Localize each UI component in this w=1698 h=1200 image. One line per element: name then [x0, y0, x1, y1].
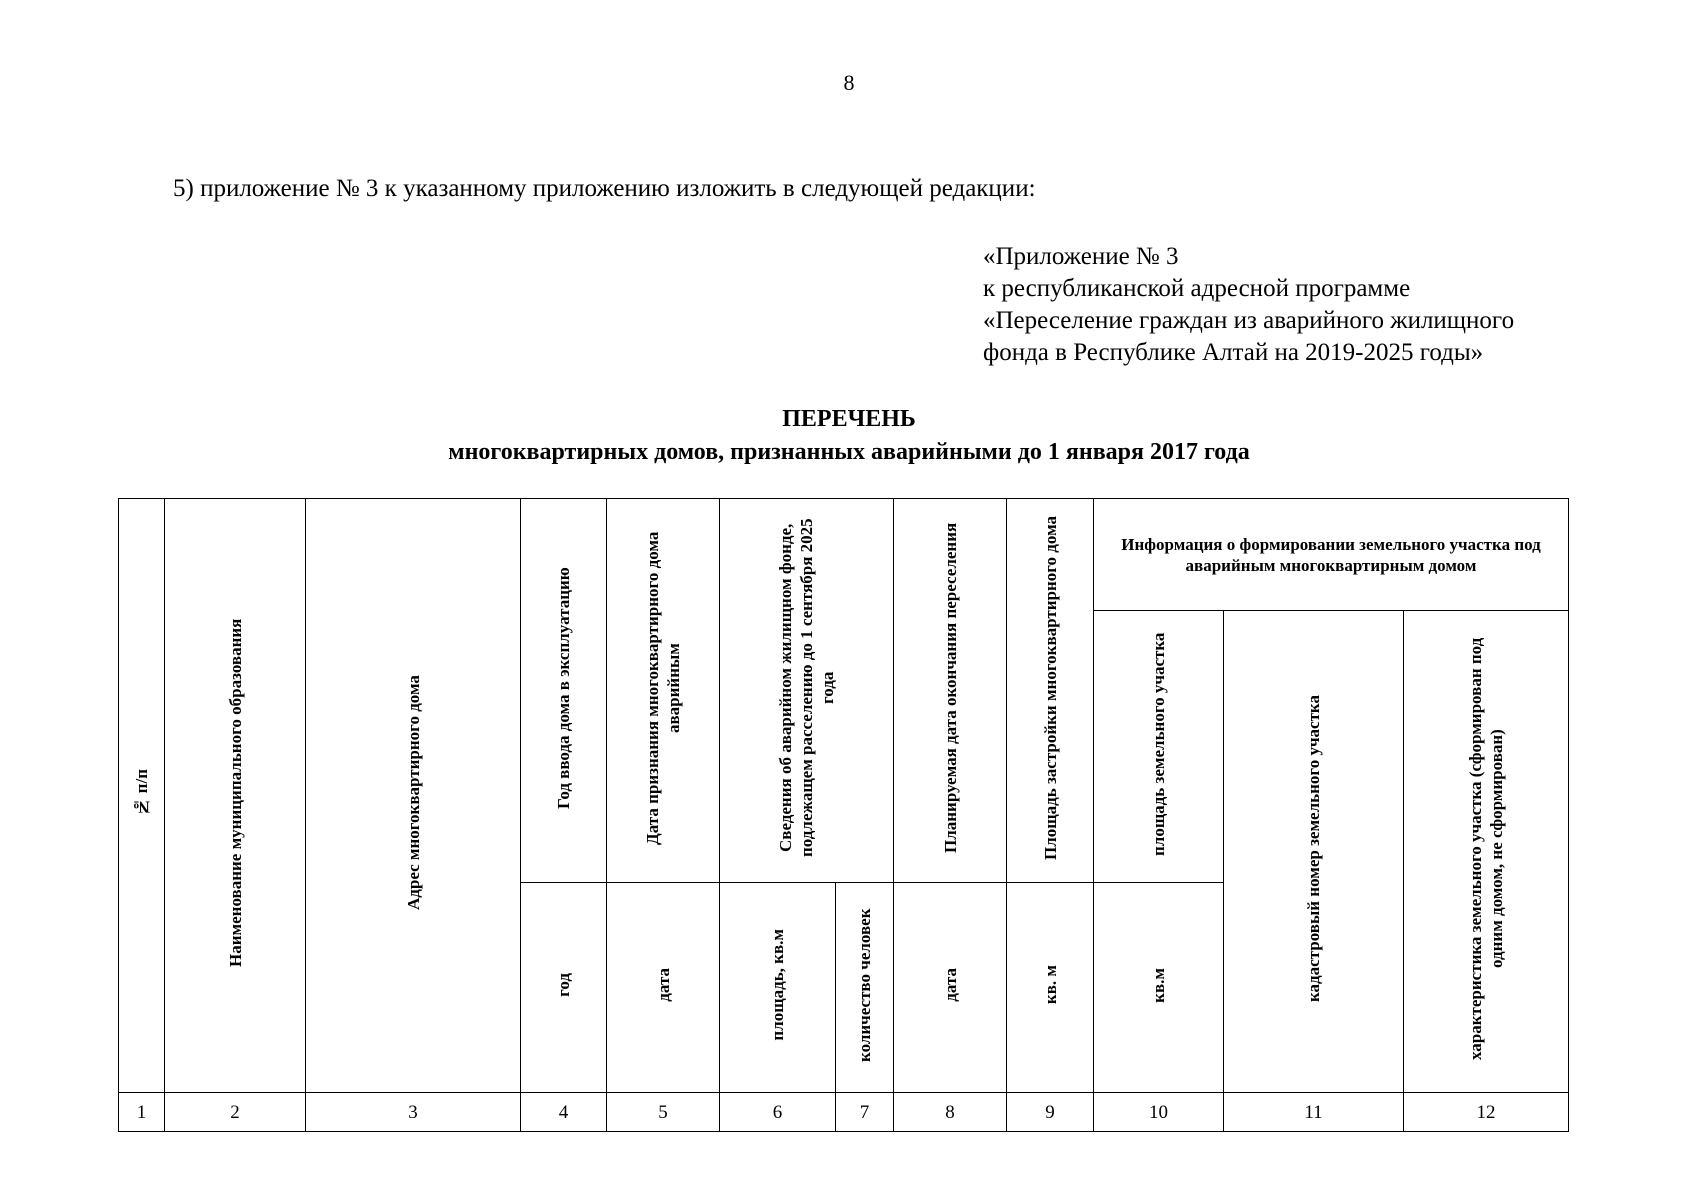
document-title [0, 403, 1698, 469]
column-number: 5 [607, 1093, 720, 1132]
header-col-1 [119, 499, 165, 1093]
header-text: Сведения об аварийном жилищном фонде, подлежащем расселению до 1 сентября 2025 года [776, 518, 837, 858]
header-text: Год ввода дома в эксплуатацию [554, 567, 573, 809]
column-number: 3 [306, 1093, 521, 1132]
title-sub: многоквартирных домов, признанных аварийными до 1 января 2017 года [448, 439, 1250, 465]
header-text: кадастровый номер земельного участка [1304, 695, 1323, 1003]
appendix-line: «Приложение № 3 [983, 243, 1179, 270]
column-number: 11 [1224, 1093, 1404, 1132]
unit-col-5 [607, 883, 720, 1093]
header-col-10-12: Информация о формировании земельного участка под аварийным многоквартирным домом [1094, 499, 1569, 611]
header-text: Адрес многоквартирного дома [403, 675, 423, 911]
unit-text: год [554, 973, 573, 997]
header-text: Наименование муниципального образования [225, 618, 245, 968]
header-col-10 [1094, 611, 1224, 883]
unit-col-6 [720, 883, 836, 1093]
header-text: характеристика земельного участка (сформирован под одним домом, не сформирован) [1466, 637, 1506, 1061]
column-number: 8 [894, 1093, 1007, 1132]
column-number: 9 [1007, 1093, 1094, 1132]
intro-paragraph: 5) приложение № 3 к указанному приложению изложить в следующей редакции: [173, 175, 1036, 202]
appendix-caption [983, 241, 1514, 369]
unit-text: дата [940, 968, 960, 1002]
page-number: 8 [843, 70, 855, 95]
header-col-11 [1224, 611, 1404, 1093]
header-col-4 [521, 499, 607, 883]
header-col-6-7 [720, 499, 894, 883]
unit-col-9 [1007, 883, 1094, 1093]
column-number: 1 [119, 1093, 165, 1132]
column-number: 4 [521, 1093, 607, 1132]
appendix-line: к республиканской адресной программе [983, 275, 1411, 302]
header-col-9 [1007, 499, 1094, 883]
header-col-12 [1404, 611, 1569, 1093]
header-text: площадь земельного участка [1149, 632, 1168, 856]
unit-col-7 [836, 883, 894, 1093]
header-text: № п/п [132, 769, 151, 817]
unit-col-4 [521, 883, 607, 1093]
header-text: Дата признания многоквартирного дома аварийным [643, 531, 683, 845]
title-main: ПЕРЕЧЕНЬ [782, 406, 916, 432]
unit-text: площадь, кв.м [768, 929, 787, 1041]
unit-text: количество человек [855, 908, 874, 1062]
unit-col-8 [894, 883, 1007, 1093]
column-number: 12 [1404, 1093, 1569, 1132]
houses-table [118, 498, 1569, 1132]
header-text: Планируемая дата окончания переселения [940, 522, 960, 854]
appendix-line: фонда в Республике Алтай на 2019-2025 годы» [983, 339, 1484, 366]
column-number: 6 [720, 1093, 836, 1132]
header-col-8 [894, 499, 1007, 883]
column-number: 10 [1094, 1093, 1224, 1132]
header-col-3 [306, 499, 521, 1093]
header-col-5 [607, 499, 720, 883]
appendix-line: «Переселение граждан из аварийного жилищного [983, 307, 1515, 334]
unit-col-10 [1094, 883, 1224, 1093]
header-text: Площадь застройки многоквартирного дома [1040, 515, 1060, 861]
column-number: 2 [165, 1093, 306, 1132]
unit-text: кв.м [1149, 967, 1168, 1003]
header-col-2 [165, 499, 306, 1093]
unit-text: кв. м [1040, 965, 1060, 1005]
unit-text: дата [653, 968, 673, 1002]
column-number: 7 [836, 1093, 894, 1132]
